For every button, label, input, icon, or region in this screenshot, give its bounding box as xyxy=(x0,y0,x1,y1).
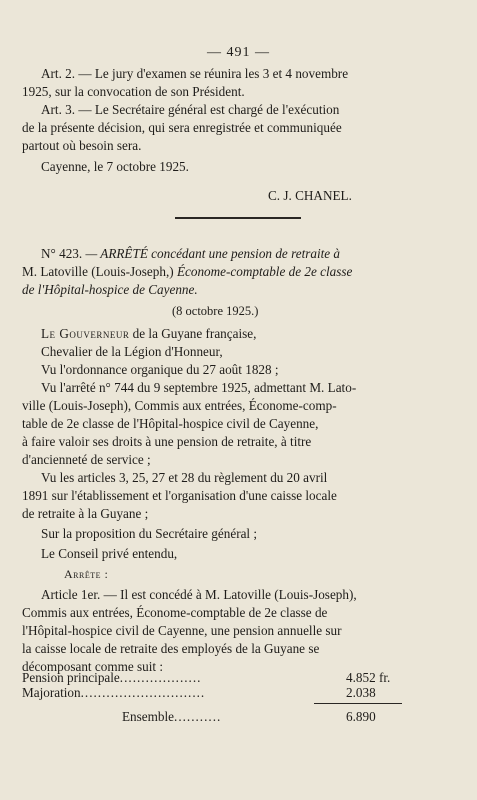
vu-arrete-line2: ville (Louis-Joseph), Commis aux entrées, Économe-comp- xyxy=(22,398,337,413)
article1-line5: décomposant comme suit : xyxy=(22,659,164,674)
vu-articles-line1: Vu les articles 3, 25, 27 et 28 du règlement du 20 avril xyxy=(41,470,328,485)
article1-line2: Commis aux entrées, Économe-comptable de 2e classe de xyxy=(22,605,328,620)
signature: C. J. CHANEL. xyxy=(268,188,352,203)
vu-arrete-line4: à faire valoir ses droits à une pension de retraite, à titre xyxy=(22,434,312,449)
vu-ordonnance: Vu l'ordonnance organique du 27 août 1828 ; xyxy=(41,362,279,377)
arrete-title-line2 xyxy=(22,263,352,281)
vu-arrete-line1: Vu l'arrêté n° 744 du 9 septembre 1925, admettant M. Lato- xyxy=(41,380,357,395)
article1-line4: la caisse locale de retraite des employés de la Guyane se xyxy=(22,641,320,656)
chevalier-line: Chevalier de la Légion d'Honneur, xyxy=(41,344,223,359)
gouverneur-rest: de la Guyane française, xyxy=(132,326,257,341)
arrete-date: (8 octobre 1925.) xyxy=(172,304,259,318)
arrete-title-line3: de l'Hôpital-hospice de Cayenne. xyxy=(22,282,198,297)
gouverneur-line xyxy=(41,325,256,343)
art3-line1: Art. 3. — Le Secrétaire général est chargé de l'exécution xyxy=(41,102,340,117)
arrete-title-line2-italic: Économe-comptable de 2e classe xyxy=(176,264,353,279)
table-row xyxy=(22,684,205,702)
total-value: 6.890 xyxy=(346,709,376,724)
total-rule xyxy=(314,703,402,704)
page-number: — 491 — xyxy=(207,45,270,60)
total-dots: ........... xyxy=(174,709,222,724)
section-separator xyxy=(175,217,301,219)
arrete-title-part1: — ARRÊTÉ concédant une pension de retraite à xyxy=(85,246,341,261)
majoration-value: 2.038 xyxy=(346,685,376,700)
total-row xyxy=(122,708,221,726)
vu-articles-line3: de retraite à la Guyane ; xyxy=(22,506,149,521)
arrete-title-line2-plain: M. Latoville (Louis-Joseph,) xyxy=(22,264,174,279)
sur-proposition: Sur la proposition du Secrétaire général ; xyxy=(41,526,258,541)
art2-line1: Art. 2. — Le jury d'examen se réunira les 3 et 4 novembre xyxy=(41,66,349,81)
majoration-dots: ............................. xyxy=(80,685,206,700)
art2-line2: 1925, sur la convocation de son Président. xyxy=(22,84,245,99)
pension-dots: ................... xyxy=(119,670,202,685)
vu-arrete-line5: d'ancienneté de service ; xyxy=(22,452,151,467)
arrete-heading: Arrête : xyxy=(64,567,109,581)
article1-line1: Article 1er. — Il est concédé à M. Latoville (Louis-Joseph), xyxy=(41,587,357,602)
art3-line3: partout où besoin sera. xyxy=(22,138,142,153)
art3-line2: de la présente décision, qui sera enregistrée et communiquée xyxy=(22,120,342,135)
arrete-number: N° 423. xyxy=(41,246,83,261)
total-label: Ensemble xyxy=(122,709,175,724)
vu-arrete-line3: table de 2e classe de l'Hôpital-hospice civil de Cayenne, xyxy=(22,416,319,431)
pension-label: Pension principale xyxy=(22,670,120,685)
pension-value: 4.852 fr. xyxy=(346,670,391,685)
majoration-label: Majoration xyxy=(22,685,81,700)
conseil-prive: Le Conseil privé entendu, xyxy=(41,546,178,561)
article1-line3: l'Hôpital-hospice civil de Cayenne, une pension annuelle sur xyxy=(22,623,342,638)
vu-articles-line2: 1891 sur l'établissement et l'organisation d'une caisse locale xyxy=(22,488,337,503)
place-date: Cayenne, le 7 octobre 1925. xyxy=(41,159,189,174)
arrete-title-line1 xyxy=(41,245,340,263)
gouverneur-title: Le Gouverneur xyxy=(41,326,130,341)
